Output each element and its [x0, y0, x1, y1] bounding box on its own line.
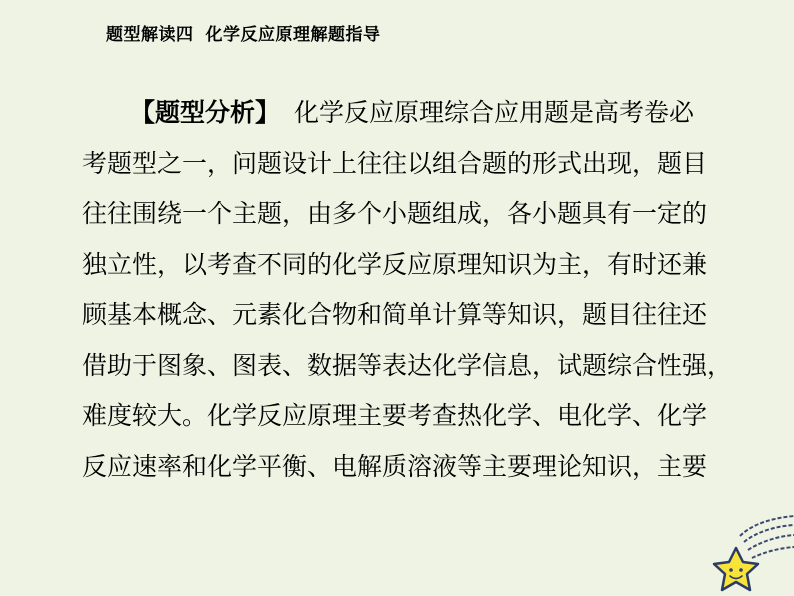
paragraph-line: 往往围绕一个主题，由多个小题组成，各小题具有一定的 — [82, 199, 708, 228]
header-section: 题型解读四 — [106, 25, 194, 45]
paragraph-line — [82, 88, 732, 139]
header-title: 化学反应原理解题指导 — [205, 25, 381, 45]
slide-header — [106, 20, 381, 45]
paragraph-line: 考题型之一，问题设计上往往以组合题的形式出现，题目 — [82, 148, 708, 178]
paragraph-line: 难度较大。化学反应原理主要考查热化学、电化学、化学 — [82, 401, 708, 430]
body-paragraph — [82, 88, 732, 492]
section-tag: 【题型分析】 — [130, 98, 281, 127]
smiling-star-icon — [700, 510, 794, 596]
paragraph-line: 独立性，以考查不同的化学反应原理知识为主，有时还兼 — [82, 249, 708, 279]
line-text: 化学反应原理综合应用题是高考卷必 — [294, 98, 695, 127]
paragraph-line: 借助于图象、图表、数据等表达化学信息，试题综合性强， — [82, 350, 733, 380]
paragraph-line: 顾基本概念、元素化合物和简单计算等知识，题目往往还 — [82, 300, 708, 329]
paragraph-line: 反应速率和化学平衡、电解质溶液等主要理论知识，主要 — [82, 451, 708, 481]
